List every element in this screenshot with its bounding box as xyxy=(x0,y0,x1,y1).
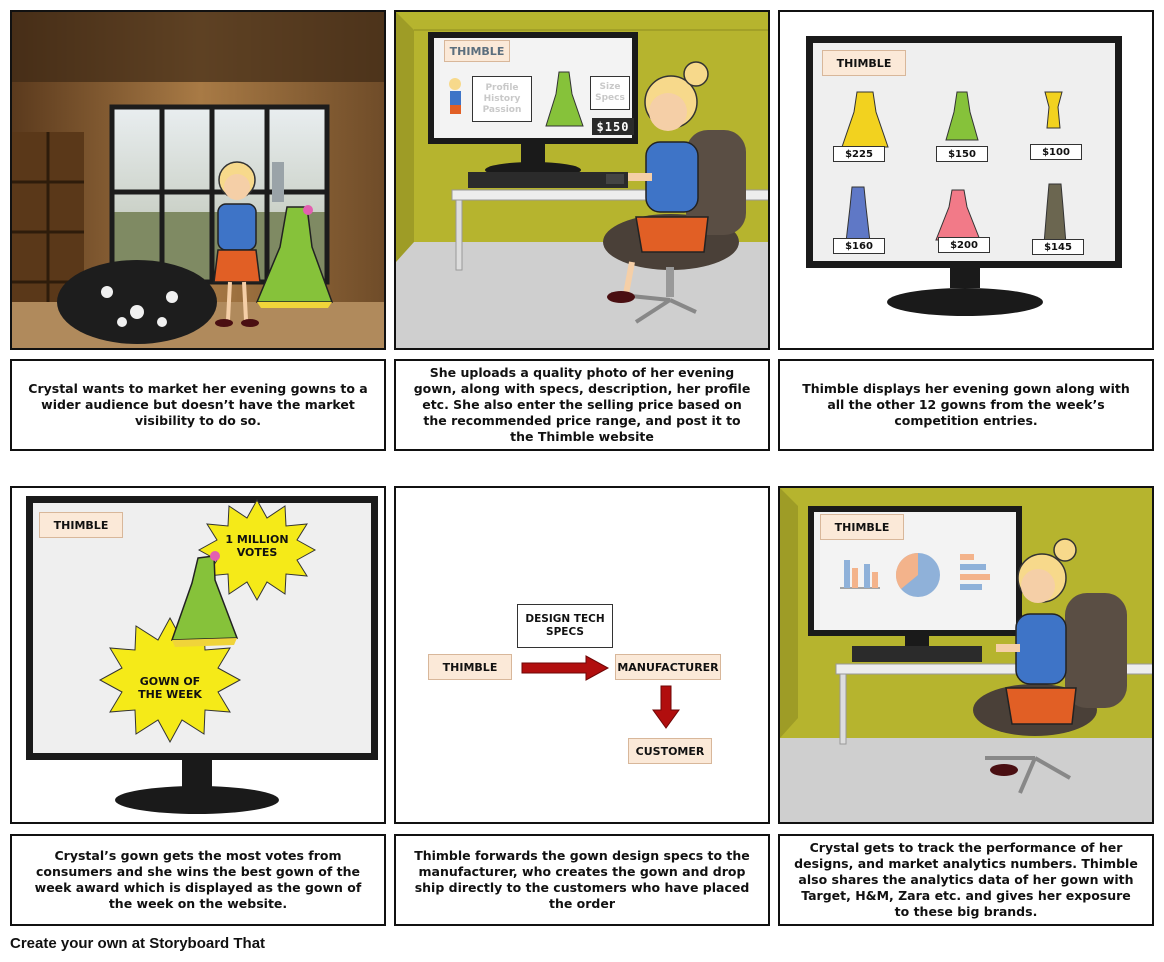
caption-6: Crystal gets to track the performance of her designs, and market analytics numbers. Thimble also shares the analytics data of her gown with Target, H&M, Zara etc. and gives her exposure to these big brands. xyxy=(778,834,1154,926)
storyboard-credit: Create your own at Storyboard That xyxy=(10,935,266,952)
votes-line-1: 1 MILLION xyxy=(225,533,289,546)
award-monitor xyxy=(12,488,386,824)
panel-6-analytics xyxy=(778,486,1154,824)
award-line-1: GOWN OF xyxy=(139,675,201,688)
specs-line: Specs xyxy=(595,93,625,103)
apartment-scene xyxy=(12,12,386,350)
office-scene xyxy=(396,12,770,350)
panel-5-flow xyxy=(394,486,770,824)
thimble-node: THIMBLE xyxy=(428,654,512,680)
size-line: Size xyxy=(599,82,621,92)
award-line-2: THE WEEK xyxy=(138,688,202,701)
votes-text xyxy=(217,530,297,562)
thimble-label: THIMBLE xyxy=(444,40,510,62)
design-specs-box xyxy=(517,604,613,648)
history-line: History xyxy=(483,93,521,104)
votes-line-2: VOTES xyxy=(236,546,278,559)
caption-5: Thimble forwards the gown design specs to the manufacturer, who creates the gown and drop ship directly to the customers who have placed the order xyxy=(394,834,770,926)
panel-1-apartment xyxy=(10,10,386,350)
size-box xyxy=(590,76,630,110)
caption-3: Thimble displays her evening gown along with all the other 12 gowns from the week’s competition entries. xyxy=(778,359,1154,451)
caption-1: Crystal wants to market her evening gowns to a wider audience but doesn’t have the market visibility to do so. xyxy=(10,359,386,451)
thimble-label: THIMBLE xyxy=(39,512,123,538)
gown-price: $160 xyxy=(833,238,885,254)
panel-3-catalog xyxy=(778,10,1154,350)
gown-price: $225 xyxy=(833,146,885,162)
specs-line-1: DESIGN TECH xyxy=(525,613,605,625)
panel-4-award xyxy=(10,486,386,824)
gown-price: $100 xyxy=(1030,144,1082,160)
profile-line: Profile xyxy=(485,82,519,93)
thimble-label: THIMBLE xyxy=(822,50,906,76)
passion-line: Passion xyxy=(482,104,522,115)
profile-box xyxy=(472,76,532,122)
gown-price: $150 xyxy=(936,146,988,162)
manufacturer-node: MANUFACTURER xyxy=(615,654,721,680)
caption-2: She uploads a quality photo of her evening gown, along with specs, description, her profile etc. She also enter the selling price based on the recommended price range, and post it to the Thimble website xyxy=(394,359,770,451)
customer-node: CUSTOMER xyxy=(628,738,712,764)
price-display: $150 xyxy=(592,118,634,135)
award-text xyxy=(124,672,216,704)
gown-price: $145 xyxy=(1032,239,1084,255)
gown-price: $200 xyxy=(938,237,990,253)
panel-2-upload xyxy=(394,10,770,350)
thimble-label: THIMBLE xyxy=(820,514,904,540)
specs-line-2: SPECS xyxy=(546,626,584,638)
caption-4: Crystal’s gown gets the most votes from consumers and she wins the best gown of the week award which is displayed as the gown of the week on the website. xyxy=(10,834,386,926)
